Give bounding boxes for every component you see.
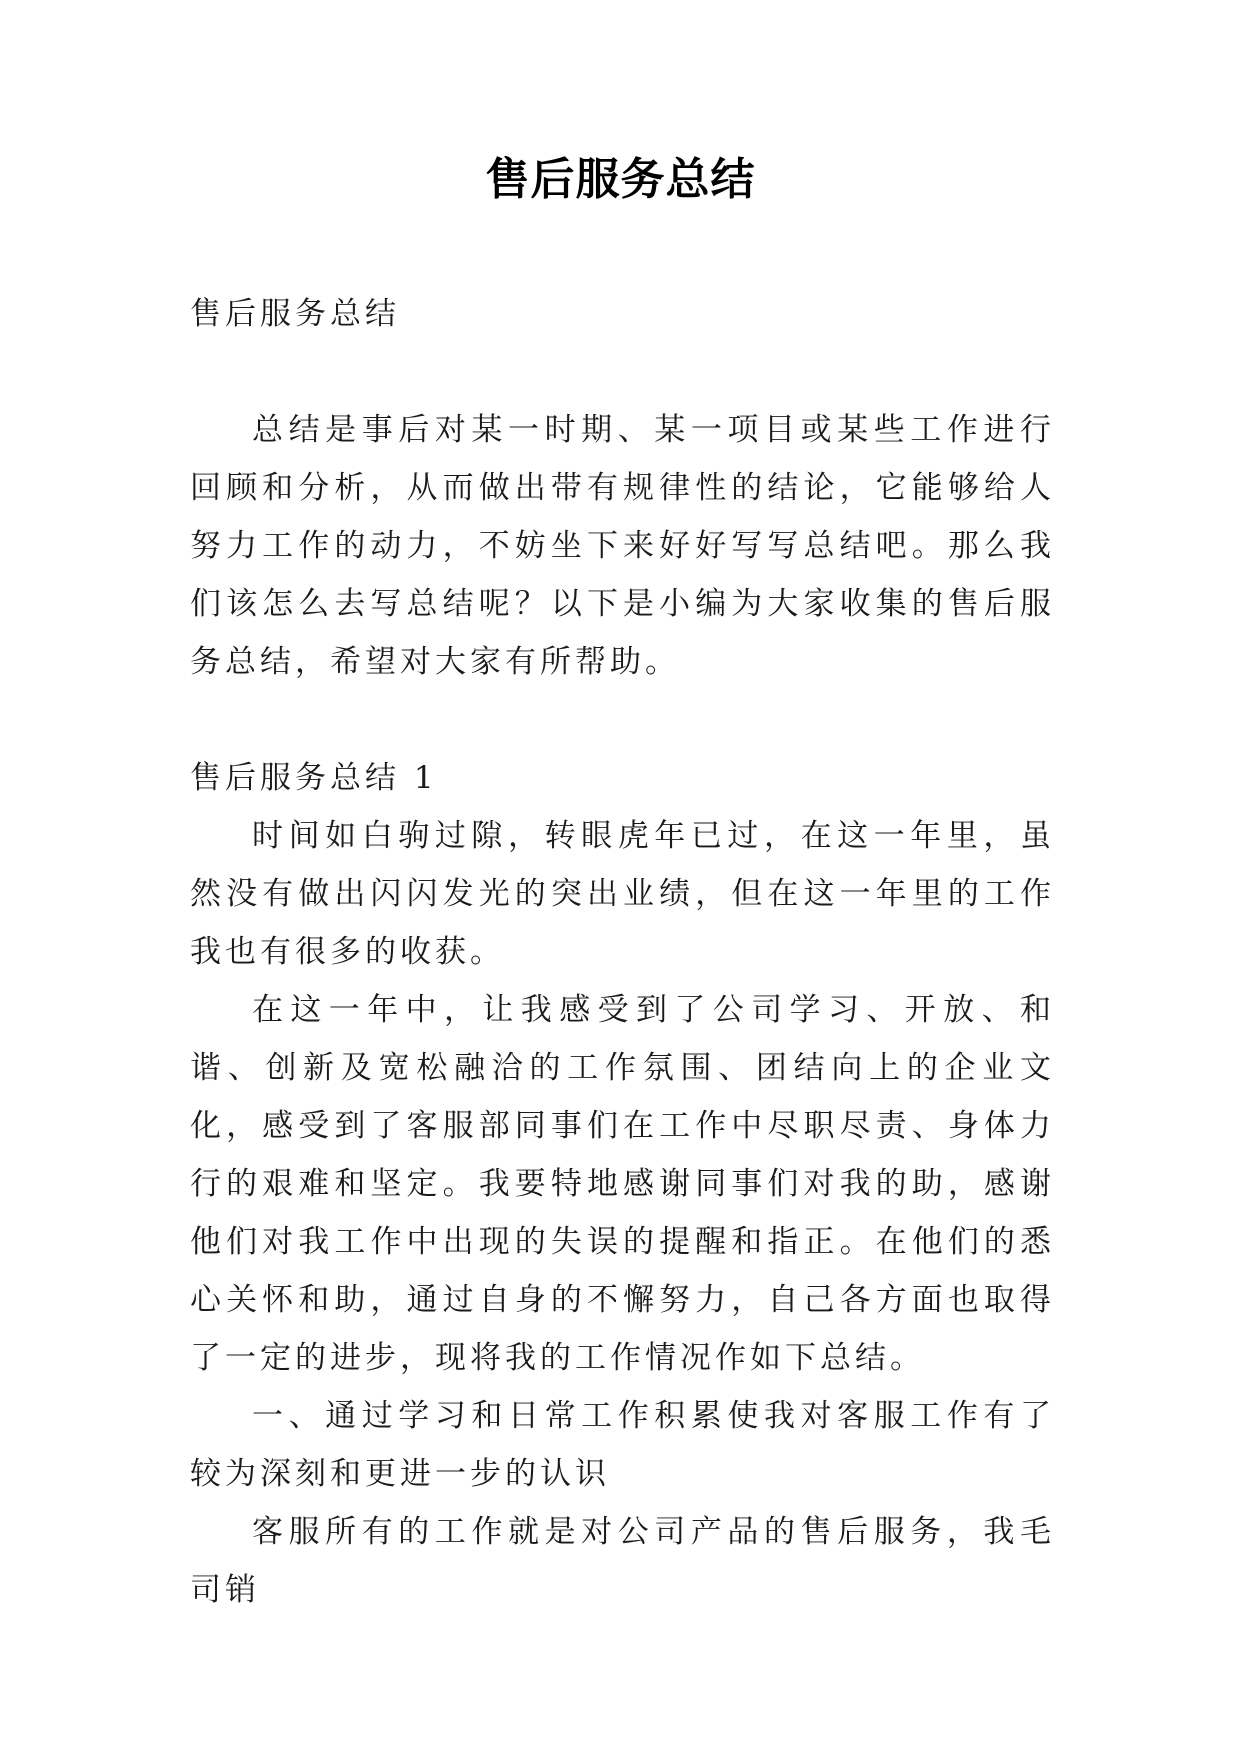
document-body	[190, 285, 1055, 1619]
body-paragraph: 在这一年中，让我感受到了公司学习、开放、和谐、创新及宽松融洽的工作氛围、团结向上的企业文化，感受到了客服部同事们在工作中尽职尽责、身体力行的艰难和坚定。我要特地感谢同事们对我的助，感谢他们对我工作中出现的失误的提醒和指正。在他们的悉心关怀和助，通过自身的不懈努力，自己各方面也取得了一定的进步，现将我的工作情况作如下总结。	[190, 992, 1055, 1376]
body-paragraph: 时间如白驹过隙，转眼虎年已过，在这一年里，虽然没有做出闪闪发光的突出业绩，但在这一年里的工作我也有很多的收获。	[190, 818, 1055, 970]
section-heading: 售后服务总结 1	[190, 760, 438, 796]
document-subtitle: 售后服务总结	[190, 296, 400, 332]
body-paragraph: 客服所有的工作就是对公司产品的售后服务，我毛司销	[190, 1514, 1055, 1608]
document-title: 售后服务总结	[485, 154, 756, 205]
intro-paragraph: 总结是事后对某一时期、某一项目或某些工作进行回顾和分析，从而做出带有规律性的结论，它能够给人努力工作的动力，不妨坐下来好好写写总结吧。那么我们该怎么去写总结呢？以下是小编为大家收集的售后服务总结，希望对大家有所帮助。	[190, 412, 1055, 680]
body-paragraph: 一、通过学习和日常工作积累使我对客服工作有了较为深刻和更进一步的认识	[190, 1398, 1055, 1492]
